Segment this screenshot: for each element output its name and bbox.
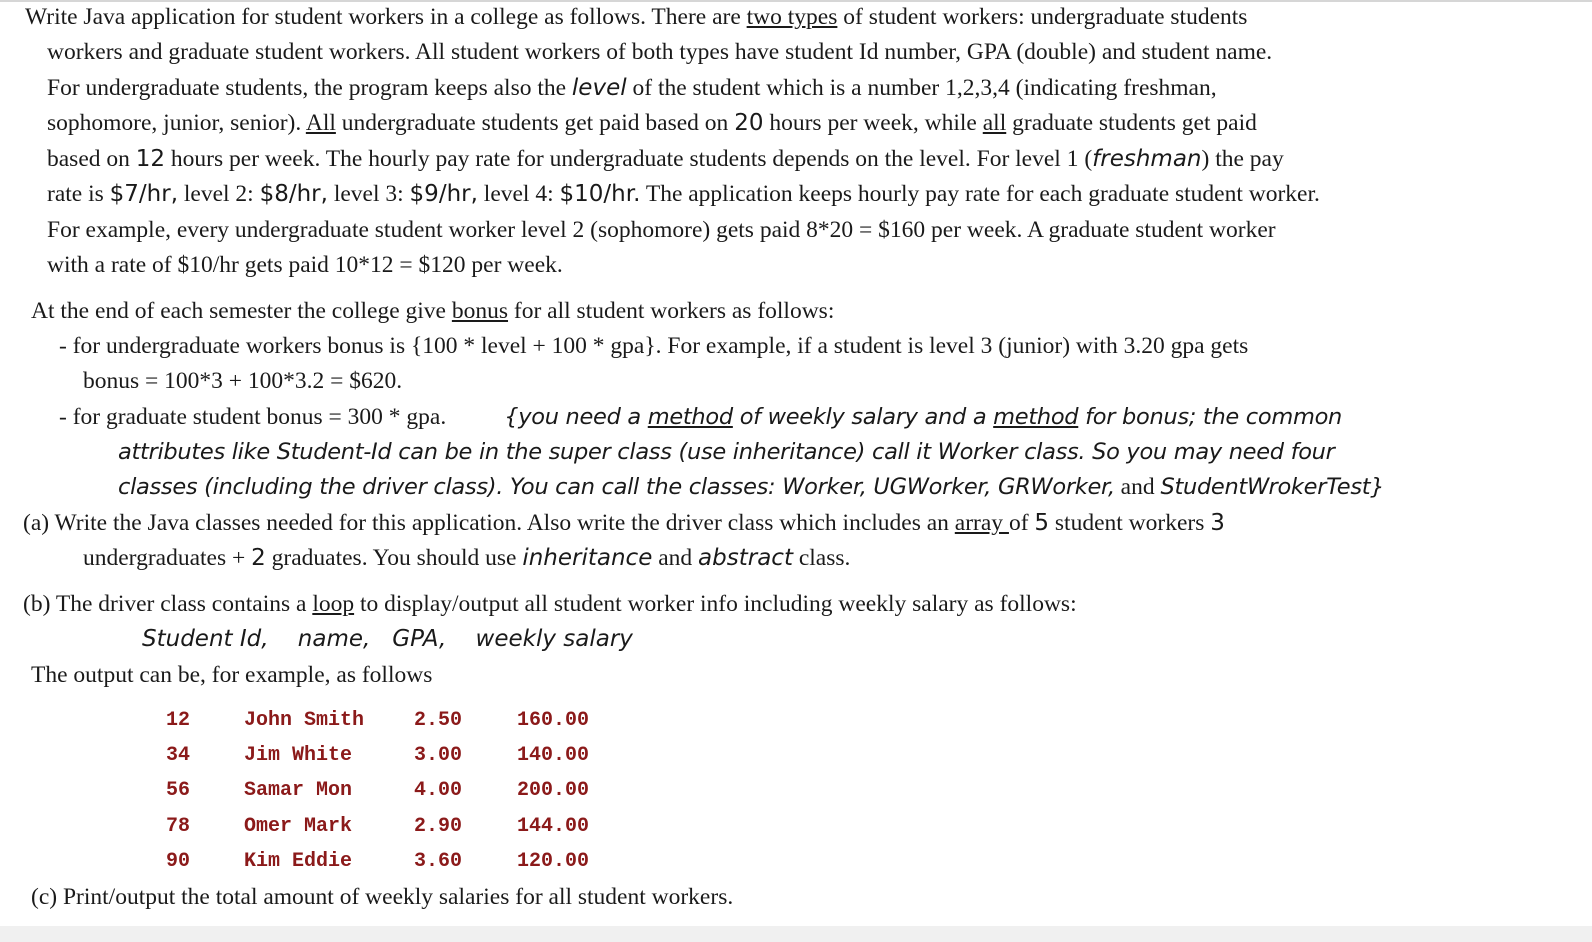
text: level 4: — [477, 181, 560, 207]
pb-line-1 — [23, 587, 1077, 623]
italic-text: abstract — [698, 545, 793, 571]
text: student workers — [1049, 510, 1211, 536]
text: Write Java application for student workers in a college as follows. There are — [25, 4, 747, 30]
p1-line-2: workers and graduate student workers. All student workers of both types have student Id number, GPA (double) and student name. — [47, 39, 1273, 65]
text: undergraduates + — [83, 545, 252, 571]
sans-rate: $9/hr, — [409, 181, 478, 207]
pc-line-1: (c) Print/output the total amount of weekly salaries for all student workers. — [31, 884, 734, 910]
output-id: 34 — [166, 744, 191, 767]
italic-text: classes (including the driver class). You can call the classes: Worker, UGWorker, GRWorker, — [118, 474, 1115, 500]
p1-line-4 — [47, 106, 1257, 142]
output-salary: 140.00 — [517, 744, 590, 767]
underlined-text: two types — [746, 4, 838, 30]
italic-text: freshman — [1092, 146, 1202, 172]
text: The application keeps hourly pay rate for each graduate student worker. — [640, 181, 1320, 207]
output-salary: 200.00 — [517, 779, 590, 802]
text: level 3: — [327, 181, 410, 207]
text: - for graduate student bonus = 300 * gpa. — [59, 404, 447, 430]
p1-line-3 — [47, 71, 1217, 107]
output-id: 78 — [166, 815, 191, 838]
underlined-text: all — [982, 110, 1007, 136]
text: graduate students get paid — [1006, 110, 1257, 136]
sans-number: 20 — [734, 110, 764, 136]
p2-line-5: attributes like Student-Id can be in the super class (use inheritance) call it Worker class. So you may need four — [118, 439, 1335, 465]
sans-rate: $8/hr, — [259, 181, 328, 207]
text: and — [1114, 474, 1161, 500]
italic-text: for bonus; the common — [1078, 404, 1343, 430]
bottom-bar — [0, 926, 1592, 942]
text: graduates. You should use — [265, 545, 523, 571]
text: hours per week, while — [763, 110, 983, 136]
output-id: 12 — [166, 709, 191, 732]
p1-line-7: For example, every undergraduate student worker level 2 (sophomore) gets paid 8*20 = $160 per week. A graduate student worker — [47, 217, 1276, 243]
output-salary: 160.00 — [517, 709, 590, 732]
text: class. — [792, 545, 851, 571]
text: ) the pay — [1201, 146, 1284, 172]
output-id: 56 — [166, 779, 191, 802]
text: level 2: — [178, 181, 260, 207]
output-name: Jim White — [244, 744, 353, 767]
sans-number: 5 — [1034, 510, 1050, 536]
text: rate is — [47, 181, 110, 207]
italic-text: inheritance — [522, 545, 653, 571]
underlined-italic-text: method — [993, 404, 1079, 430]
output-salary: 144.00 — [517, 815, 590, 838]
pb-output-fields: Student Id, name, GPA, weekly salary — [142, 626, 633, 652]
text: sophomore, junior, senior). — [47, 110, 306, 136]
italic-text: {you need a — [504, 404, 648, 430]
output-name: Kim Eddie — [244, 850, 353, 873]
output-id: 90 — [166, 850, 191, 873]
text: (a) Write the Java classes needed for this application. Also write the driver class which includes an — [23, 510, 955, 536]
p1-line-6 — [47, 177, 1320, 213]
p1-line-1 — [25, 0, 1247, 36]
pa-line-1 — [23, 506, 1225, 542]
underlined-italic-text: method — [647, 404, 733, 430]
italic-text: level — [571, 75, 627, 101]
output-gpa: 4.00 — [414, 779, 463, 802]
text: (b) The driver class contains a — [23, 591, 313, 617]
output-gpa: 3.00 — [414, 744, 463, 767]
italic-text: of weekly salary and a — [732, 404, 994, 430]
text: of student workers: undergraduate students — [837, 4, 1248, 30]
output-salary: 120.00 — [517, 850, 590, 873]
underlined-text: array — [954, 510, 1009, 536]
output-gpa: 3.60 — [414, 850, 463, 873]
output-name: John Smith — [244, 709, 365, 732]
sans-number: 3 — [1210, 510, 1225, 536]
p1-line-8: with a rate of $10/hr gets paid 10*12 = $120 per week. — [47, 252, 563, 278]
underlined-text: loop — [312, 591, 355, 617]
p1-line-5 — [47, 142, 1284, 178]
text: of — [1008, 510, 1035, 536]
output-name: Samar Mon — [244, 779, 353, 802]
text: undergraduate students get paid based on — [335, 110, 735, 136]
output-gpa: 2.50 — [414, 709, 463, 732]
text: based on — [47, 146, 136, 172]
underlined-text: bonus — [451, 298, 509, 324]
italic-text: StudentWrokerTest} — [1160, 474, 1385, 500]
p2-line-2: - for undergraduate workers bonus is {100 * level + 100 * gpa}. For example, if a student is level 3 (junior) with 3.20 gpa gets — [59, 333, 1249, 359]
output-name: Omer Mark — [244, 815, 353, 838]
underlined-text: All — [305, 110, 336, 136]
text: to display/output all student worker info including weekly salary as follows: — [354, 591, 1077, 617]
p2-line-1 — [31, 294, 834, 330]
p2-line-4 — [59, 400, 1342, 436]
sans-rate: $10/hr. — [559, 181, 641, 207]
pb-line-2: The output can be, for example, as follows — [31, 662, 433, 688]
text: For undergraduate students, the program keeps also the — [47, 75, 572, 101]
sans-rate: $7/hr, — [109, 181, 179, 207]
text: and — [652, 545, 699, 571]
pa-line-2 — [83, 541, 850, 577]
p2-line-3: bonus = 100*3 + 100*3.2 = $620. — [83, 368, 403, 394]
text: At the end of each semester the college give — [31, 298, 452, 324]
text: for all student workers as follows: — [508, 298, 835, 324]
p2-line-6 — [118, 470, 1384, 506]
sans-number: 12 — [135, 146, 166, 172]
text: hours per week. The hourly pay rate for undergraduate students depends on the level. For level 1 ( — [165, 146, 1093, 172]
text: of the student which is a number 1,2,3,4 (indicating freshman, — [626, 75, 1217, 101]
output-gpa: 2.90 — [414, 815, 463, 838]
sans-number: 2 — [251, 545, 266, 571]
